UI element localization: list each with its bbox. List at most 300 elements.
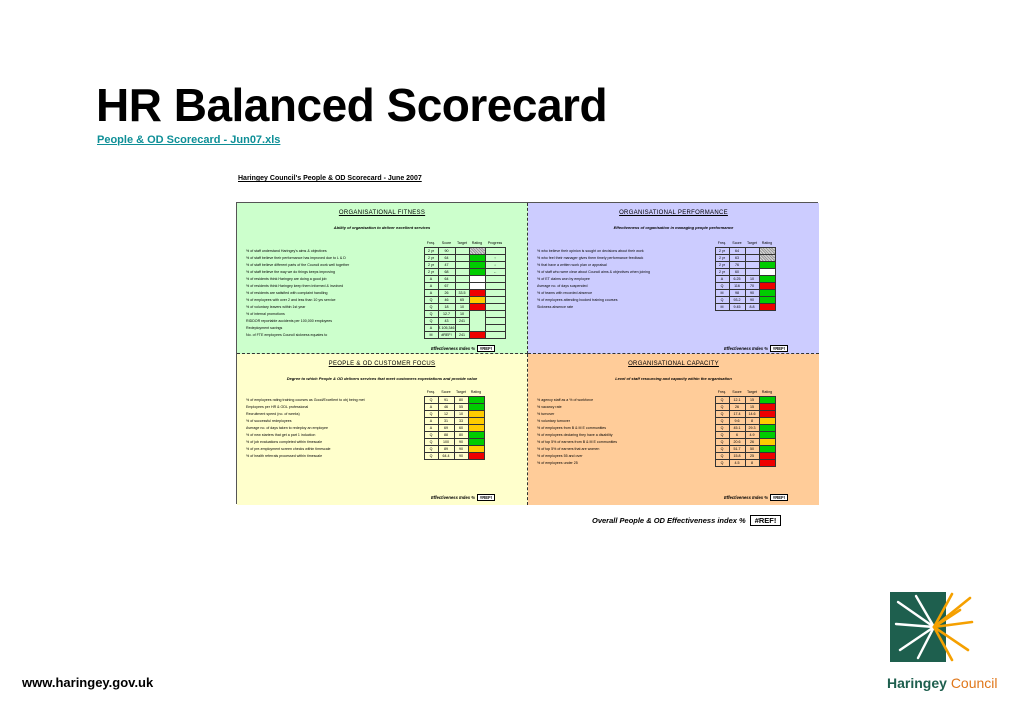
cell-label: % of staff who were clear about Council aims & objectives when joining	[537, 269, 650, 274]
cell-score: 51.7	[729, 445, 745, 452]
column-header: Score	[441, 390, 451, 395]
cell-score: 20.6	[729, 438, 745, 445]
cell-rating	[468, 431, 484, 438]
table-row	[246, 317, 505, 324]
cell-label: % of staff believe different parts of the Council work well together	[246, 262, 350, 267]
cell-rating	[759, 431, 775, 438]
cell-rating	[759, 459, 775, 466]
column-header: Freq.	[426, 390, 436, 395]
effectiveness-index-value: #REF!	[770, 494, 788, 501]
cell-score: 64.4	[438, 452, 454, 459]
cell-freq: 2 yr	[715, 268, 729, 275]
metrics-table	[537, 240, 776, 311]
table-row	[246, 452, 484, 459]
cell-freq: Q	[424, 296, 438, 303]
cell-progress	[485, 275, 505, 282]
cell-score: 89	[438, 445, 454, 452]
cell-label: % of residents are satisfied with complaint handling	[246, 290, 328, 295]
cell-freq: Q	[715, 396, 729, 403]
cell-label: % of employees 55 and over	[537, 453, 583, 458]
cell-score: 12.1	[729, 396, 745, 403]
cell-score: 46	[438, 296, 455, 303]
quadrant-heading: ORGANISATIONAL FITNESS	[338, 210, 426, 216]
table-row	[537, 268, 775, 275]
cell-rating	[468, 438, 484, 445]
cell-target: 10	[455, 303, 469, 310]
cell-score: 67	[438, 282, 455, 289]
cell-rating	[469, 247, 485, 254]
cell-rating	[759, 403, 775, 410]
cell-freq: Q	[424, 445, 438, 452]
cell-label: Employees per HR & ODL professional	[246, 404, 309, 409]
cell-target: 26	[745, 438, 759, 445]
cell-target	[745, 254, 759, 261]
cell-rating	[469, 275, 485, 282]
cell-target	[455, 261, 469, 268]
column-header: Rating	[761, 390, 773, 395]
cell-label: % of residents think Haringey are doing a good job	[246, 276, 327, 281]
cell-score: 47	[438, 261, 455, 268]
cell-rating	[759, 417, 775, 424]
table-row	[537, 289, 775, 296]
cell-score: 26	[729, 403, 745, 410]
cell-progress: ↑	[485, 254, 505, 261]
cell-progress	[485, 331, 505, 338]
cell-label: Recruitment speed (no. of weeks)	[246, 411, 300, 416]
cell-target: 10	[454, 410, 468, 417]
cell-target	[455, 282, 469, 289]
cell-freq: Q	[715, 296, 729, 303]
cell-target: 29.3	[745, 424, 759, 431]
cell-progress: ↓	[485, 261, 505, 268]
cell-freq: A	[424, 324, 438, 331]
table-row	[246, 289, 505, 296]
table-row	[537, 459, 775, 466]
cell-score: 46	[438, 403, 454, 410]
cell-label: % of successful redeployees	[246, 418, 292, 423]
cell-rating	[468, 424, 484, 431]
table-row	[246, 254, 505, 261]
cell-freq: Q	[424, 438, 438, 445]
table-row	[246, 275, 505, 282]
cell-label: % of ET claims won by employee	[537, 276, 590, 281]
cell-score: 31	[438, 417, 454, 424]
cell-rating	[759, 289, 775, 296]
cell-target	[455, 247, 469, 254]
cell-rating	[469, 261, 485, 268]
website-link[interactable]: www.haringey.gov.uk	[22, 675, 154, 690]
metrics-table	[537, 389, 776, 467]
cell-rating	[468, 452, 484, 459]
overall-effectiveness-label: Overall People & OD Effectiveness index %	[592, 516, 746, 525]
cell-rating	[759, 424, 775, 431]
cell-score: 12.7	[438, 310, 455, 317]
cell-freq: Q	[424, 396, 438, 403]
cell-label: % of employees attending booked training courses	[537, 297, 618, 302]
cell-freq: 2 yr	[715, 247, 729, 254]
cell-score: 116	[729, 282, 745, 289]
cell-freq: Q	[424, 303, 438, 310]
cell-label: % of employees from B & M E communities	[537, 425, 607, 430]
column-header: Score	[441, 241, 452, 246]
column-header: Target	[747, 390, 757, 395]
cell-freq: Q	[424, 410, 438, 417]
scorecard-file-link[interactable]: People & OD Scorecard - Jun07.xls	[97, 134, 281, 146]
cell-target: 33	[454, 417, 468, 424]
cell-label: % that have a written work plan or appraisal	[537, 262, 607, 267]
cell-rating	[469, 296, 485, 303]
cell-score: 26	[438, 289, 455, 296]
cell-freq: Q	[424, 431, 438, 438]
table-row	[537, 452, 775, 459]
cell-score: 60	[729, 268, 745, 275]
cell-freq: Q	[715, 438, 729, 445]
cell-rating	[759, 410, 775, 417]
cell-freq: A	[424, 282, 438, 289]
cell-target	[455, 268, 469, 275]
cell-target: 90	[745, 296, 759, 303]
table-row	[537, 254, 775, 261]
cell-label: % of top 5% of earners that are women	[537, 446, 600, 451]
table-row	[246, 303, 505, 310]
cell-rating	[759, 396, 775, 403]
cell-rating	[759, 303, 775, 310]
cell-target: 8.8	[745, 303, 759, 310]
cell-rating	[469, 331, 485, 338]
cell-rating	[469, 310, 485, 317]
table-row	[537, 303, 775, 310]
effectiveness-index	[431, 345, 495, 352]
scorecard-grid	[236, 202, 818, 504]
cell-freq: M	[424, 331, 438, 338]
cell-freq: Q	[715, 459, 729, 466]
cell-freq: Q	[715, 403, 729, 410]
cell-rating	[759, 438, 775, 445]
cell-target: 10	[745, 275, 759, 282]
cell-rating	[759, 247, 775, 254]
quadrant-heading: ORGANISATIONAL CAPACITY	[628, 361, 719, 367]
cell-rating	[468, 403, 484, 410]
quadrant-heading: PEOPLE & OD CUSTOMER FOCUS	[328, 361, 436, 367]
cell-label: % of staff believe their performance has improved due to L & D	[246, 255, 346, 260]
header-blank	[246, 240, 424, 247]
cell-target	[455, 254, 469, 261]
quadrant-heading: ORGANISATIONAL PERFORMANCE	[619, 210, 728, 216]
quadrant-organisational-capacity	[528, 354, 819, 505]
table-row	[537, 438, 775, 445]
cell-label: % of teams with recorded absence	[537, 290, 593, 295]
cell-rating	[469, 317, 485, 324]
logo-word-haringey: Haringey	[887, 675, 947, 691]
cell-freq: Q	[715, 445, 729, 452]
cell-progress	[485, 247, 505, 254]
scorecard-title: Haringey Council's People & OD Scorecard - June 2007	[238, 175, 422, 182]
table-row	[537, 396, 775, 403]
overall-effectiveness-value: #REF!	[750, 515, 782, 526]
quadrant-subheading: Ability of organisation to deliver excellent services	[333, 225, 431, 230]
cell-freq: A	[424, 275, 438, 282]
table-header-row	[537, 240, 775, 247]
cell-label: % of staff believe the way we do things keeps improving	[246, 269, 336, 274]
cell-freq: Q	[715, 282, 729, 289]
cell-score: 9.6	[729, 417, 745, 424]
cell-rating	[469, 254, 485, 261]
cell-label: % who believe their opinion is sought on decisions about their work	[537, 248, 644, 253]
column-header: Freq.	[717, 390, 727, 395]
cell-label: % of employees rating training courses as Good/Excellent to obj being met	[246, 397, 365, 402]
effectiveness-index	[724, 345, 788, 352]
cell-rating	[468, 417, 484, 424]
cell-score: 64	[438, 275, 455, 282]
cell-label: % of top 5% of earners from B & M E communities	[537, 439, 618, 444]
effectiveness-index-label: Effectiveness Index %	[724, 346, 768, 351]
cell-score: 64	[729, 247, 745, 254]
table-row	[246, 296, 505, 303]
quadrant-subheading: Degree to which People & OD delivers services that meet customers expectations and provide value	[286, 376, 478, 381]
table-row	[246, 431, 484, 438]
cell-label: Average no. of days suspended	[537, 283, 588, 288]
column-header: Score	[732, 241, 742, 246]
cell-score: 90	[438, 247, 455, 254]
column-header: Freq.	[717, 241, 727, 246]
cell-progress	[485, 289, 505, 296]
cell-target: 241	[455, 331, 469, 338]
cell-score: 12	[438, 410, 454, 417]
cell-score: 69	[438, 424, 454, 431]
effectiveness-index-label: Effectiveness Index %	[431, 346, 475, 351]
cell-label: % agency staff as a % of workforce	[537, 397, 594, 402]
cell-progress: ←	[485, 268, 505, 275]
cell-target: 90	[745, 289, 759, 296]
cell-freq: A	[715, 275, 729, 282]
cell-rating	[468, 410, 484, 417]
cell-score: 76	[729, 261, 745, 268]
column-header: Rating	[470, 390, 482, 395]
effectiveness-index-label: Effectiveness Index %	[724, 495, 768, 500]
cell-label: % of employees under 25	[537, 460, 578, 465]
cell-target: 241	[455, 317, 469, 324]
cell-target	[745, 247, 759, 254]
table-row	[246, 331, 505, 338]
cell-score: 18	[438, 303, 455, 310]
table-row	[537, 445, 775, 452]
cell-rating	[469, 324, 485, 331]
table-row	[246, 261, 505, 268]
table-row	[537, 275, 775, 282]
table-row	[537, 417, 775, 424]
metrics-table	[246, 240, 506, 339]
cell-target	[745, 268, 759, 275]
cell-rating	[759, 268, 775, 275]
cell-target: 25	[745, 452, 759, 459]
cell-rating	[759, 275, 775, 282]
cell-score: 15.8	[729, 452, 745, 459]
cell-rating	[759, 452, 775, 459]
cell-label: % voluntary turnover	[537, 418, 570, 423]
cell-rating	[469, 268, 485, 275]
cell-rating	[469, 303, 485, 310]
table-row	[246, 424, 484, 431]
quadrant-customer-focus	[237, 354, 528, 505]
cell-target: 33.5	[455, 289, 469, 296]
cell-rating	[759, 254, 775, 261]
cell-progress	[485, 303, 505, 310]
cell-freq: M	[715, 303, 729, 310]
star-burst-logo-icon	[890, 592, 974, 662]
cell-score: 64	[438, 254, 455, 261]
table-row	[246, 445, 484, 452]
cell-target: 60	[454, 424, 468, 431]
cell-score: 6	[729, 431, 745, 438]
table-row	[246, 282, 505, 289]
table-row	[246, 268, 505, 275]
cell-target	[745, 261, 759, 268]
cell-label: No. of FTE employees Council sickness equates to	[246, 332, 328, 337]
table-header-row	[246, 240, 505, 247]
cell-label: Sickness absence rate	[537, 304, 574, 309]
cell-freq: Q	[715, 431, 729, 438]
cell-freq: Q	[715, 410, 729, 417]
table-row	[246, 410, 484, 417]
cell-progress	[485, 324, 505, 331]
cell-label: Average no. of days taken to redeploy an employee	[246, 425, 329, 430]
cell-target: 8	[745, 417, 759, 424]
cell-score: 68	[438, 268, 455, 275]
cell-score: 100	[438, 438, 454, 445]
cell-target: 90	[454, 445, 468, 452]
cell-target: 50	[745, 445, 759, 452]
table-row	[537, 410, 775, 417]
effectiveness-index-value: #REF!	[477, 494, 495, 501]
cell-score: 45.1	[729, 424, 745, 431]
cell-label: % of pre-employment screen checks within timescale	[246, 446, 331, 451]
cell-target: 8	[745, 459, 759, 466]
cell-progress	[485, 296, 505, 303]
cell-score: 9.45	[729, 303, 745, 310]
cell-freq: A	[424, 424, 438, 431]
quadrant-subheading: Effectiveness of organisation in managing people performance	[613, 225, 734, 230]
cell-label: % of residents think Haringey keep them informed & involved	[246, 283, 344, 288]
cell-freq: 2 yr	[715, 261, 729, 268]
column-header: Rating	[471, 241, 483, 246]
cell-freq: Q	[715, 417, 729, 424]
cell-freq: 2 yr	[424, 247, 438, 254]
cell-target	[455, 324, 469, 331]
cell-score: 93.2	[729, 296, 745, 303]
table-row	[246, 310, 505, 317]
cell-score: 17.4	[729, 410, 745, 417]
table-header-row	[537, 389, 775, 396]
table-row	[246, 247, 505, 254]
cell-target: 80	[454, 396, 468, 403]
cell-progress	[485, 317, 505, 324]
cell-target: 55	[454, 403, 468, 410]
column-header: Target	[456, 390, 466, 395]
cell-freq: Q	[424, 452, 438, 459]
cell-target: 15	[745, 403, 759, 410]
cell-label: % of employees declaring they have a disability	[537, 432, 613, 437]
effectiveness-index	[724, 494, 788, 501]
cell-label: Redeployment savings	[246, 325, 283, 330]
cell-score: 4.5	[729, 459, 745, 466]
quadrant-organisational-performance	[528, 203, 819, 354]
cell-score: 63	[729, 254, 745, 261]
cell-target: 14.6	[745, 410, 759, 417]
cell-progress	[485, 310, 505, 317]
cell-label: % of employees with over 2 and less than 10 yrs service	[246, 297, 336, 302]
table-row	[537, 261, 775, 268]
cell-target: 4.9	[745, 431, 759, 438]
cell-rating	[468, 445, 484, 452]
effectiveness-index-value: #REF!	[770, 345, 788, 352]
cell-target: 65	[455, 296, 469, 303]
header-blank	[246, 389, 424, 396]
column-header: Freq.	[426, 241, 436, 246]
header-blank	[537, 240, 715, 247]
table-row	[537, 431, 775, 438]
cell-label: % of staff understand Haringey's aims & objectives	[246, 248, 327, 253]
cell-score: 88	[438, 431, 454, 438]
table-row	[537, 403, 775, 410]
cell-score: 98	[729, 289, 745, 296]
table-row	[246, 403, 484, 410]
table-header-row	[246, 389, 484, 396]
cell-target: 15	[745, 396, 759, 403]
table-row	[537, 247, 775, 254]
cell-freq: Q	[424, 317, 438, 324]
table-row	[246, 417, 484, 424]
cell-freq: Q	[715, 452, 729, 459]
cell-label: % of health referrals processed within timescale	[246, 453, 323, 458]
cell-progress	[485, 282, 505, 289]
cell-rating	[759, 445, 775, 452]
quadrant-subheading: Level of staff resourcing and capacity within the organisation	[615, 376, 732, 381]
cell-label: RIDDOR reportable accidents per 100,000 employees	[246, 318, 333, 323]
cell-target: 10	[455, 310, 469, 317]
cell-target: 90	[454, 438, 468, 445]
cell-freq: 2 yr	[424, 268, 438, 275]
cell-freq: Q	[715, 424, 729, 431]
cell-label: % of internal promotions	[246, 311, 285, 316]
cell-score: 6.25	[729, 275, 745, 282]
cell-rating	[469, 282, 485, 289]
header-blank	[537, 389, 715, 396]
table-row	[537, 282, 775, 289]
effectiveness-index-value: #REF!	[477, 345, 495, 352]
cell-label: % who feel their manager gives them timely performance feedback	[537, 255, 644, 260]
column-header: Target	[457, 241, 467, 246]
cell-freq: A	[424, 403, 438, 410]
table-row	[246, 324, 505, 331]
cell-score: £ 105,346	[438, 325, 455, 330]
cell-freq: 2 yr	[424, 261, 438, 268]
table-row	[537, 296, 775, 303]
cell-rating	[468, 396, 484, 403]
cell-target: 70	[745, 282, 759, 289]
cell-label: % turnover	[537, 411, 555, 416]
cell-rating	[759, 261, 775, 268]
cell-target	[455, 275, 469, 282]
quadrant-organisational-fitness	[237, 203, 528, 354]
haringey-council-logo-text	[887, 675, 998, 691]
cell-freq: M	[715, 289, 729, 296]
column-header: Rating	[761, 241, 773, 246]
metrics-table	[246, 389, 485, 460]
cell-rating	[469, 289, 485, 296]
cell-score: 91	[438, 396, 454, 403]
cell-label: % vacancy rate	[537, 404, 562, 409]
effectiveness-index	[431, 494, 495, 501]
